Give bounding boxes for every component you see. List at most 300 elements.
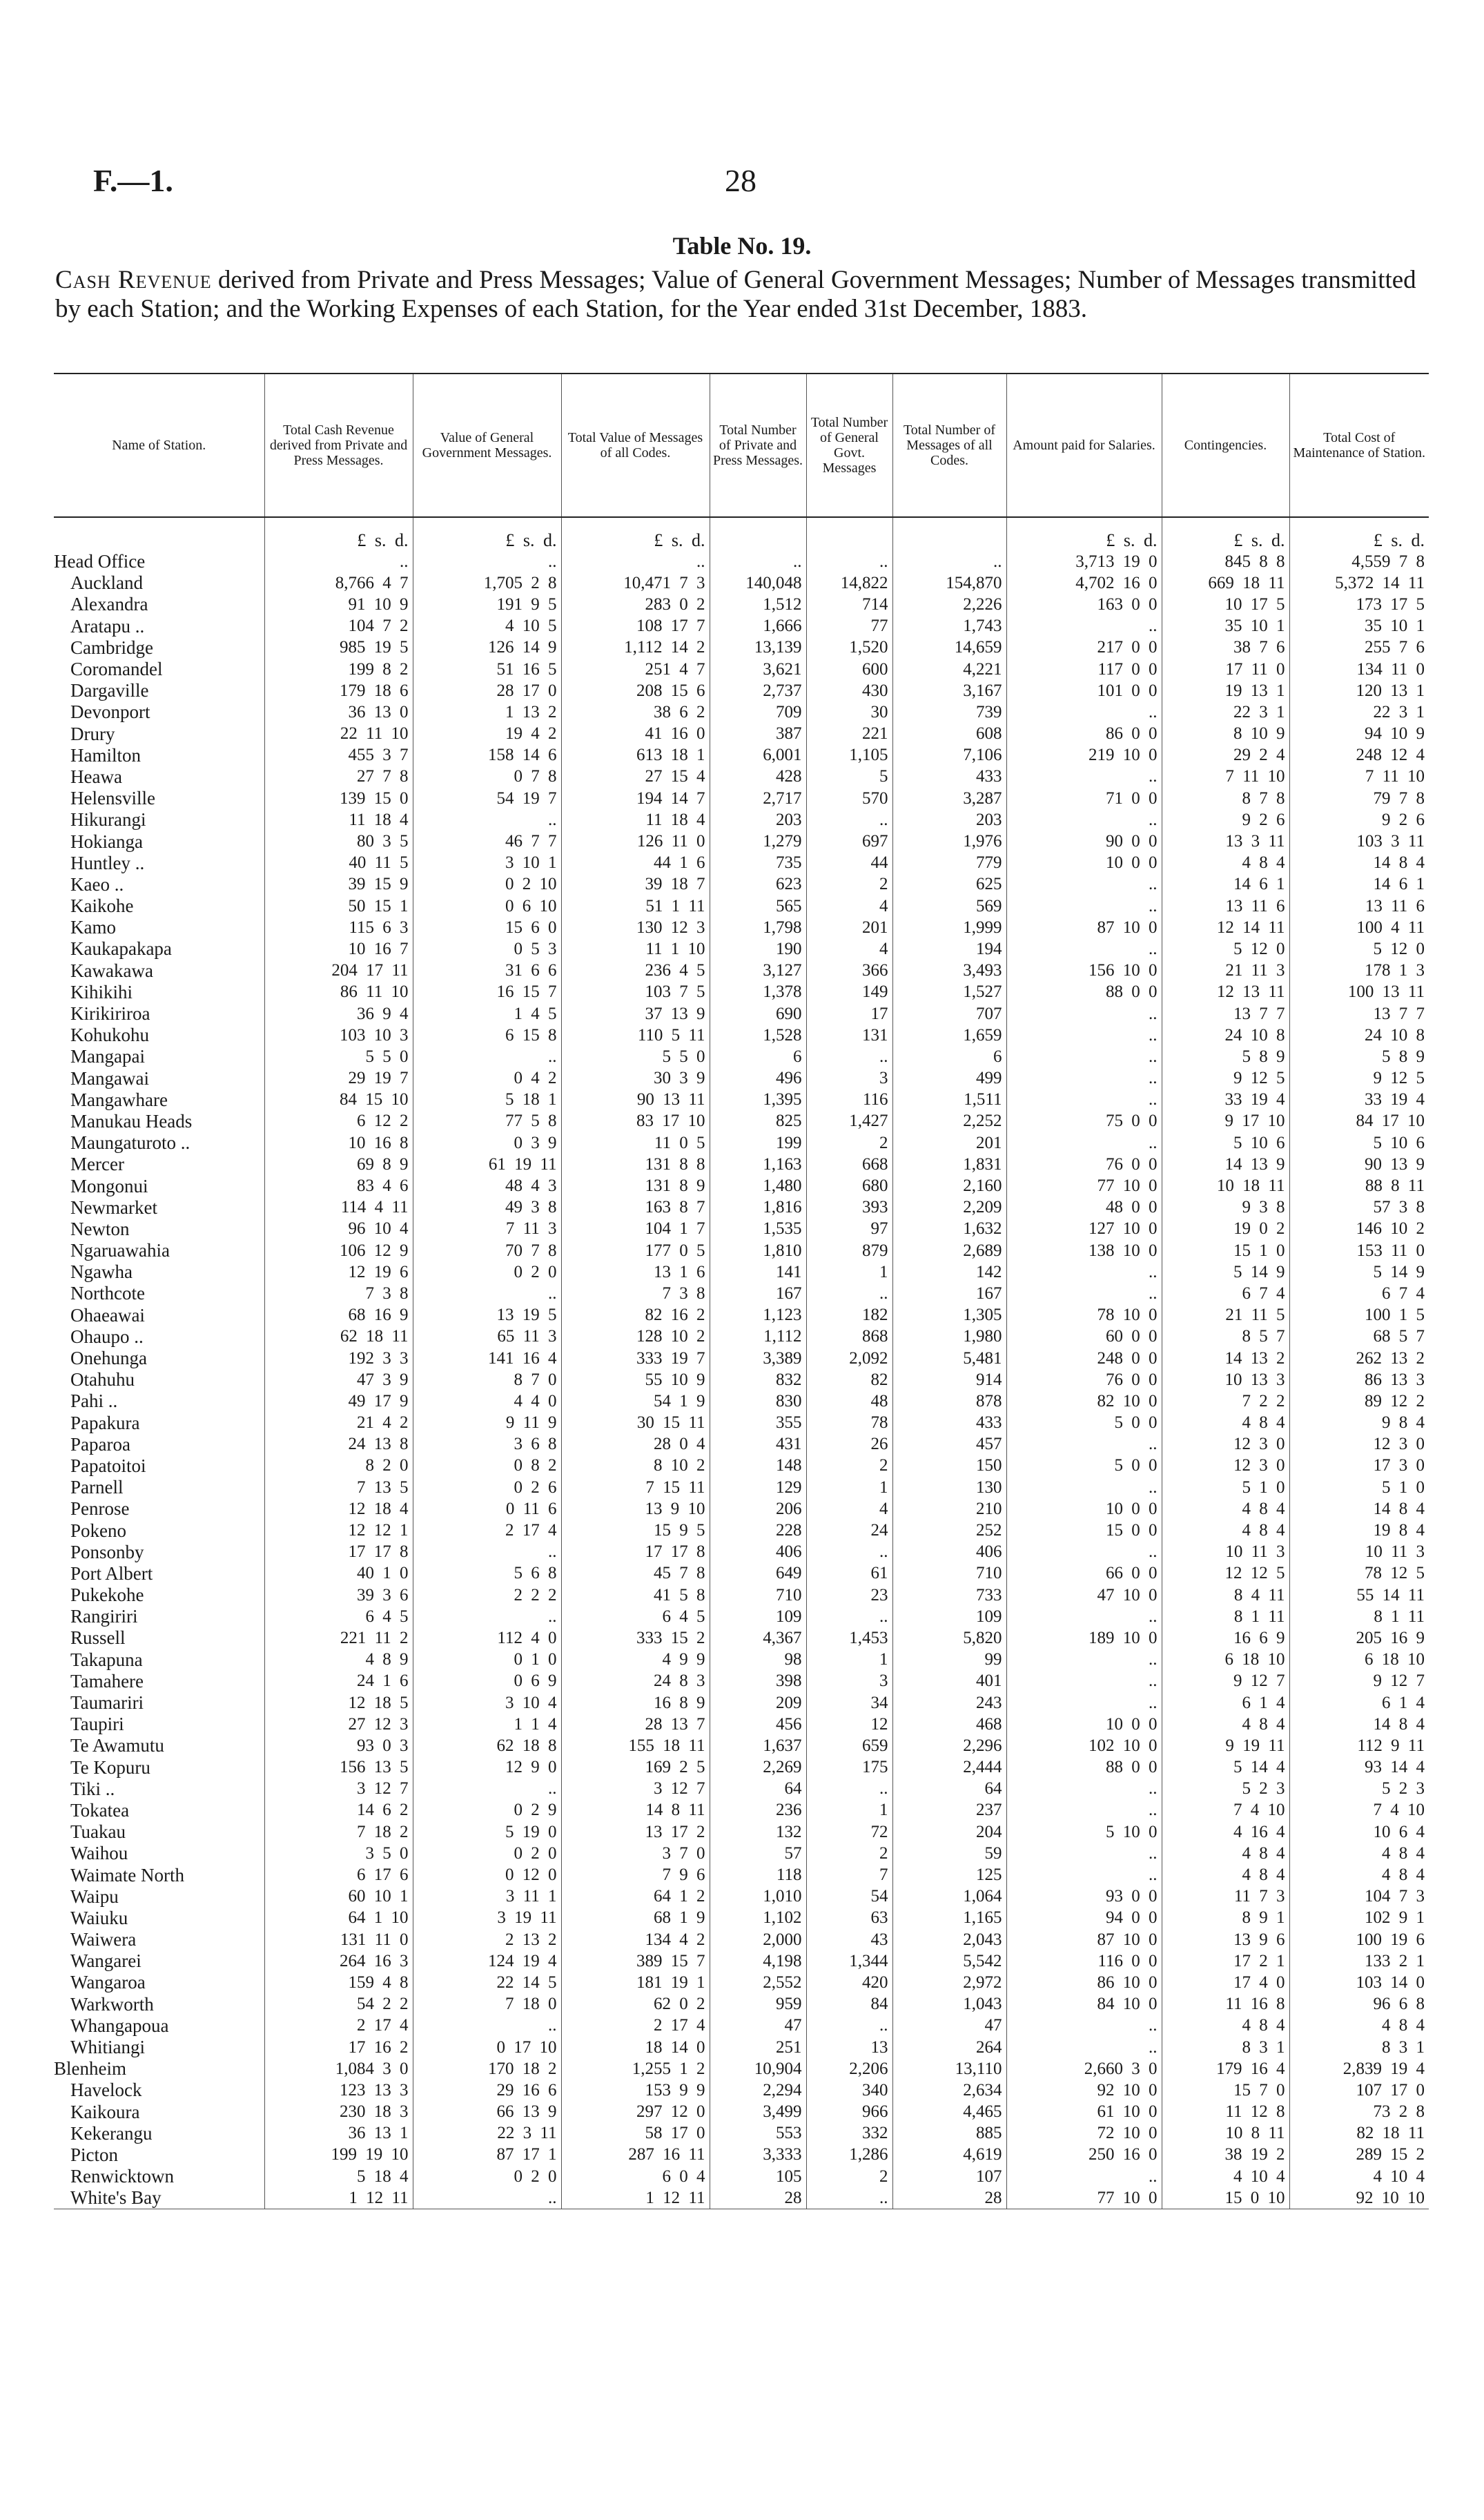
table-title: Table No. 19. <box>672 232 812 260</box>
table-cell: 428 <box>710 766 806 788</box>
table-row <box>54 1972 1429 1993</box>
table-cell: .. <box>1006 701 1162 723</box>
table-row <box>54 1305 1429 1326</box>
table-cell: 100 19 6 <box>1289 1929 1429 1950</box>
table-cell: 205 16 9 <box>1289 1627 1429 1649</box>
table-cell: 167 <box>710 1283 806 1304</box>
table-cell: .. <box>1006 895 1162 917</box>
table-cell: 15 7 0 <box>1162 2080 1289 2101</box>
table-cell: .. <box>1006 1046 1162 1067</box>
table-cell: 2,209 <box>892 1197 1006 1219</box>
table-cell: 131 8 9 <box>561 1175 710 1196</box>
station-name: Parnell <box>70 1477 124 1498</box>
station-name: Kaikoura <box>70 2101 140 2122</box>
station-name: Helensville <box>70 788 155 809</box>
table-cell: 1 <box>806 1477 892 1498</box>
table-cell: 1 12 11 <box>264 2187 413 2209</box>
table-cell: 78 12 5 <box>1289 1563 1429 1584</box>
table-row <box>54 1671 1429 1692</box>
table-cell: 393 <box>806 1197 892 1219</box>
col-header-govt-value: Value of General Government Messages. <box>413 374 561 517</box>
table-cell: 2 <box>806 1843 892 1864</box>
table-cell: 87 10 0 <box>1006 917 1162 938</box>
table-cell: 63 <box>806 1908 892 1929</box>
table-cell: 104 1 7 <box>561 1219 710 1240</box>
station-name: Maungaturoto .. <box>70 1132 191 1154</box>
table-cell: 90 0 0 <box>1006 831 1162 852</box>
table-cell: 191 9 5 <box>413 594 561 615</box>
table-row <box>54 2058 1429 2080</box>
table-cell: 11 1 10 <box>561 938 710 960</box>
table-cell: 1,980 <box>892 1326 1006 1348</box>
table-cell: 28 <box>710 2187 806 2209</box>
table-cell: 208 15 6 <box>561 680 710 701</box>
table-cell: 13 3 11 <box>1162 831 1289 852</box>
table-cell: 36 13 1 <box>264 2123 413 2144</box>
table-cell: .. <box>413 2187 561 2209</box>
table-cell: 204 <box>892 1821 1006 1843</box>
table-cell: .. <box>1006 766 1162 788</box>
table-cell: 406 <box>892 1542 1006 1563</box>
table-cell: 103 10 3 <box>264 1025 413 1046</box>
table-row <box>54 572 1429 594</box>
table-cell: 1,976 <box>892 831 1006 852</box>
table-cell: 7 4 10 <box>1289 1800 1429 1821</box>
station-name: Waiwera <box>70 1929 137 1950</box>
table-cell: 0 4 2 <box>413 1068 561 1089</box>
table-cell: 12 9 0 <box>413 1757 561 1778</box>
table-cell: 9 3 8 <box>1162 1197 1289 1219</box>
table-cell: 625 <box>892 874 1006 895</box>
table-cell: 34 <box>806 1692 892 1714</box>
table-cell: 1 4 5 <box>413 1003 561 1025</box>
table-cell: .. <box>1006 1003 1162 1025</box>
table-cell: 29 19 7 <box>264 1068 413 1089</box>
table-cell: 4 <box>806 938 892 960</box>
table-cell: 47 <box>892 2015 1006 2037</box>
table-cell: .. <box>413 809 561 831</box>
table-cell: 12 18 4 <box>264 1498 413 1520</box>
table-cell: 1,527 <box>892 982 1006 1003</box>
table-cell: 4 8 4 <box>1162 1413 1289 1434</box>
table-cell: 2,000 <box>710 1929 806 1950</box>
table-cell: 0 2 9 <box>413 1800 561 1821</box>
table-cell: 966 <box>806 2102 892 2123</box>
table-cell: 23 <box>806 1584 892 1606</box>
station-name: Tokatea <box>70 1799 130 1821</box>
table-cell: 104 7 2 <box>264 616 413 637</box>
table-cell: 7 11 3 <box>413 1219 561 1240</box>
table-cell: 8 2 0 <box>264 1455 413 1477</box>
table-cell: 17 16 2 <box>264 2037 413 2058</box>
table-cell: 82 <box>806 1369 892 1390</box>
table-cell: 77 <box>806 616 892 637</box>
table-cell: 170 18 2 <box>413 2058 561 2080</box>
table-cell: 92 10 10 <box>1289 2187 1429 2209</box>
table-cell: 10 6 4 <box>1289 1821 1429 1843</box>
table-cell: .. <box>1006 874 1162 895</box>
table-cell: .. <box>806 809 892 831</box>
table-cell: .. <box>1006 1649 1162 1671</box>
units-row <box>54 517 1429 551</box>
table-cell: 131 11 0 <box>264 1929 413 1950</box>
table-cell: 2 13 2 <box>413 1929 561 1950</box>
station-name: Tamahere <box>70 1670 144 1692</box>
table-row <box>54 1542 1429 1563</box>
table-cell: 3,389 <box>710 1348 806 1369</box>
table-row <box>54 1821 1429 1843</box>
table-row <box>54 1778 1429 1800</box>
table-cell: 3,167 <box>892 680 1006 701</box>
table-cell: .. <box>1006 616 1162 637</box>
table-cell: 140,048 <box>710 572 806 594</box>
table-cell: 4 8 4 <box>1289 1864 1429 1886</box>
table-cell: 134 4 2 <box>561 1929 710 1950</box>
station-name: Otahuhu <box>70 1369 135 1390</box>
table-cell: 333 19 7 <box>561 1348 710 1369</box>
table-cell: 22 3 1 <box>1289 701 1429 723</box>
station-name: Mercer <box>70 1154 124 1175</box>
table-cell: 985 19 5 <box>264 637 413 659</box>
table-cell: 2 2 2 <box>413 1584 561 1606</box>
table-cell: 1,632 <box>892 1219 1006 1240</box>
table-cell: 102 10 0 <box>1006 1735 1162 1756</box>
table-cell: 8 1 11 <box>1289 1606 1429 1627</box>
table-cell: 649 <box>710 1563 806 1584</box>
table-cell: 457 <box>892 1434 1006 1455</box>
table-cell: 6 18 10 <box>1289 1649 1429 1671</box>
table-cell: 1,999 <box>892 917 1006 938</box>
table-cell: 175 <box>806 1757 892 1778</box>
table-cell: 669 18 11 <box>1162 572 1289 594</box>
table-cell: 4 8 9 <box>264 1649 413 1671</box>
table-cell: 7 11 10 <box>1162 766 1289 788</box>
table-cell: 84 <box>806 1994 892 2015</box>
station-name: Picton <box>70 2144 119 2165</box>
station-name: Havelock <box>70 2080 142 2101</box>
table-cell: 102 9 1 <box>1289 1908 1429 1929</box>
table-cell: 570 <box>806 788 892 809</box>
table-cell: 146 10 2 <box>1289 1219 1429 1240</box>
table-cell: 10 18 11 <box>1162 1175 1289 1196</box>
table-cell: 96 6 8 <box>1289 1994 1429 2015</box>
table-cell: .. <box>1006 2166 1162 2187</box>
table-cell: 15 6 0 <box>413 917 561 938</box>
table-cell: 30 3 9 <box>561 1068 710 1089</box>
table-cell: 76 0 0 <box>1006 1369 1162 1390</box>
table-cell: 236 <box>710 1800 806 1821</box>
table-cell: 150 <box>892 1455 1006 1477</box>
table-cell: 46 7 7 <box>413 831 561 852</box>
table-cell: 69 8 9 <box>264 1154 413 1175</box>
table-cell: 5 10 6 <box>1162 1132 1289 1154</box>
table-cell: 1 <box>806 1649 892 1671</box>
table-row <box>54 1929 1429 1950</box>
table-row <box>54 2187 1429 2209</box>
table-cell: 5 0 0 <box>1006 1455 1162 1477</box>
table-cell: 340 <box>806 2080 892 2101</box>
table-row <box>54 1413 1429 1434</box>
station-name: Mangawai <box>70 1067 149 1089</box>
table-cell: 38 7 6 <box>1162 637 1289 659</box>
table-cell: 169 2 5 <box>561 1757 710 1778</box>
station-name: Hikurangi <box>70 809 146 831</box>
table-row <box>54 2166 1429 2187</box>
table-cell: 203 <box>710 809 806 831</box>
table-cell: 61 <box>806 1563 892 1584</box>
table-row <box>54 1908 1429 1929</box>
table-cell: 103 7 5 <box>561 982 710 1003</box>
table-cell: 4 <box>806 895 892 917</box>
table-row <box>54 853 1429 874</box>
table-cell: 6 15 8 <box>413 1025 561 1046</box>
table-cell: 40 11 5 <box>264 853 413 874</box>
table-cell: 17 2 1 <box>1162 1950 1289 1972</box>
table-cell: 48 <box>806 1390 892 1412</box>
table-cell: .. <box>413 1046 561 1067</box>
table-cell: 134 11 0 <box>1289 659 1429 680</box>
table-cell: 199 8 2 <box>264 659 413 680</box>
table-cell: 99 <box>892 1649 1006 1671</box>
table-cell: 19 8 4 <box>1289 1520 1429 1541</box>
table-cell: 48 4 3 <box>413 1175 561 1196</box>
table-cell: 1 1 4 <box>413 1714 561 1735</box>
table-cell: 24 <box>806 1520 892 1541</box>
table-cell: .. <box>413 1283 561 1304</box>
table-cell: 41 5 8 <box>561 1584 710 1606</box>
table-cell: 15 9 5 <box>561 1520 710 1541</box>
table-row <box>54 831 1429 852</box>
table-cell: 5 5 0 <box>561 1046 710 1067</box>
table-cell: 1,102 <box>710 1908 806 1929</box>
table-cell: 149 <box>806 982 892 1003</box>
table-cell: 37 13 9 <box>561 1003 710 1025</box>
table-cell: 0 6 9 <box>413 1671 561 1692</box>
table-cell: 90 13 11 <box>561 1089 710 1111</box>
table-cell: 92 10 0 <box>1006 2080 1162 2101</box>
table-cell: 68 16 9 <box>264 1305 413 1326</box>
table-cell: 201 <box>806 917 892 938</box>
table-cell: 4 10 5 <box>413 616 561 637</box>
table-cell: 163 0 0 <box>1006 594 1162 615</box>
table-row <box>54 659 1429 680</box>
table-cell: 1,112 <box>710 1326 806 1348</box>
table-cell: 29 16 6 <box>413 2080 561 2101</box>
table-cell: 153 9 9 <box>561 2080 710 2101</box>
table-cell: 456 <box>710 1714 806 1735</box>
station-name: Waiuku <box>70 1907 128 1928</box>
table-cell: 221 11 2 <box>264 1627 413 1649</box>
table-cell: 18 14 0 <box>561 2037 710 2058</box>
station-name: Russell <box>70 1627 126 1649</box>
table-cell: 5 1 0 <box>1289 1477 1429 1498</box>
table-cell: 94 10 9 <box>1289 724 1429 745</box>
table-cell: .. <box>806 1606 892 1627</box>
table-cell: 250 16 0 <box>1006 2144 1162 2166</box>
table-cell: 116 0 0 <box>1006 1950 1162 1972</box>
table-cell: 10 13 3 <box>1162 1369 1289 1390</box>
table-cell: 0 3 9 <box>413 1132 561 1154</box>
table-cell: 47 10 0 <box>1006 1584 1162 1606</box>
table-cell: 194 14 7 <box>561 788 710 809</box>
table-cell: 6,001 <box>710 745 806 766</box>
table-cell: 707 <box>892 1003 1006 1025</box>
table-cell: 4 8 4 <box>1162 1520 1289 1541</box>
table-cell: 97 <box>806 1219 892 1240</box>
table-cell: 10 11 3 <box>1162 1542 1289 1563</box>
table-cell: 710 <box>710 1584 806 1606</box>
table-cell: 36 13 0 <box>264 701 413 723</box>
table-cell: .. <box>413 1778 561 1800</box>
table-cell: 1,427 <box>806 1111 892 1132</box>
table-cell: 2,092 <box>806 1348 892 1369</box>
table-cell: 1 13 2 <box>413 701 561 723</box>
table-caption <box>55 266 1436 324</box>
table-cell: 128 10 2 <box>561 1326 710 1348</box>
table-cell: .. <box>1006 1800 1162 1821</box>
unit-cell <box>806 517 892 551</box>
table-cell: 230 18 3 <box>264 2102 413 2123</box>
table-cell: 8 7 8 <box>1162 788 1289 809</box>
table-row <box>54 616 1429 637</box>
table-row <box>54 1283 1429 1304</box>
table-cell: 2,269 <box>710 1757 806 1778</box>
table-cell: 264 16 3 <box>264 1950 413 1972</box>
table-cell: 1,378 <box>710 982 806 1003</box>
table-cell: 17 11 0 <box>1162 659 1289 680</box>
station-name: Papakura <box>70 1412 140 1433</box>
table-cell: .. <box>1006 1864 1162 1886</box>
table-cell: 156 10 0 <box>1006 960 1162 982</box>
station-name: Port Albert <box>70 1562 153 1584</box>
table-cell: 1,165 <box>892 1908 1006 1929</box>
table-cell: 6 4 5 <box>264 1606 413 1627</box>
table-cell: 22 11 10 <box>264 724 413 745</box>
station-name: Devonport <box>70 701 150 723</box>
table-row <box>54 680 1429 701</box>
table-cell: 5 5 0 <box>264 1046 413 1067</box>
table-cell: 9 19 11 <box>1162 1735 1289 1756</box>
col-header-govt-count: Total Number of General Govt. Messages <box>806 374 892 517</box>
table-cell: 11 16 8 <box>1162 1994 1289 2015</box>
table-row <box>54 1261 1429 1283</box>
table-cell: 178 1 3 <box>1289 960 1429 982</box>
table-cell: 65 11 3 <box>413 1326 561 1348</box>
station-name: Aratapu .. <box>70 615 145 637</box>
table-cell: 55 10 9 <box>561 1369 710 1390</box>
table-cell: 10 16 7 <box>264 938 413 960</box>
table-cell: 13 7 7 <box>1289 1003 1429 1025</box>
table-cell: 3 10 4 <box>413 1692 561 1714</box>
station-name: Kaikohe <box>70 895 134 917</box>
table-cell: 22 3 11 <box>413 2123 561 2144</box>
table-cell: 8 10 2 <box>561 1455 710 1477</box>
table-cell: .. <box>1006 1089 1162 1111</box>
unit-cell <box>54 517 264 551</box>
table-row <box>54 1757 1429 1778</box>
table-cell: 107 17 0 <box>1289 2080 1429 2101</box>
table-row <box>54 1175 1429 1196</box>
table-cell: 11 18 4 <box>561 809 710 831</box>
table-row <box>54 1520 1429 1541</box>
table-cell: 2,043 <box>892 1929 1006 1950</box>
table-cell: 24 8 3 <box>561 1671 710 1692</box>
table-cell: 7 15 11 <box>561 1477 710 1498</box>
table-cell: 0 11 6 <box>413 1498 561 1520</box>
table-cell: 84 10 0 <box>1006 1994 1162 2015</box>
table-cell: 2,294 <box>710 2080 806 2101</box>
table-cell: 830 <box>710 1390 806 1412</box>
table-cell: 868 <box>806 1326 892 1348</box>
table-cell: 1,123 <box>710 1305 806 1326</box>
table-cell: 88 0 0 <box>1006 982 1162 1003</box>
table-cell: 8 1 11 <box>1162 1606 1289 1627</box>
table-cell: 248 12 4 <box>1289 745 1429 766</box>
table-cell: 0 5 3 <box>413 938 561 960</box>
table-cell: 0 7 8 <box>413 766 561 788</box>
table-cell: 6 4 5 <box>561 1606 710 1627</box>
table-cell: 1,816 <box>710 1197 806 1219</box>
table-cell: 1,798 <box>710 917 806 938</box>
table-cell: 11 12 8 <box>1162 2102 1289 2123</box>
table-cell: 9 12 5 <box>1289 1068 1429 1089</box>
table-cell: 4 9 9 <box>561 1649 710 1671</box>
table-row <box>54 1864 1429 1886</box>
table-row <box>54 1498 1429 1520</box>
table-cell: 14 6 1 <box>1289 874 1429 895</box>
table-cell: 3,333 <box>710 2144 806 2166</box>
table-cell: 333 15 2 <box>561 1627 710 1649</box>
table-cell: 77 5 8 <box>413 1111 561 1132</box>
table-cell: 5 8 9 <box>1162 1046 1289 1067</box>
table-cell: .. <box>806 2187 892 2209</box>
table-cell: 1,666 <box>710 616 806 637</box>
table-cell: 283 0 2 <box>561 594 710 615</box>
table-cell: 13 9 6 <box>1162 1929 1289 1950</box>
table-cell: 7 <box>806 1864 892 1886</box>
table-cell: 203 <box>892 809 1006 831</box>
table-cell: 84 15 10 <box>264 1089 413 1111</box>
table-cell: 2,972 <box>892 1972 1006 1993</box>
table-row <box>54 2037 1429 2058</box>
table-cell: 117 0 0 <box>1006 659 1162 680</box>
table-cell: 16 15 7 <box>413 982 561 1003</box>
table-cell: .. <box>1006 1283 1162 1304</box>
table-cell: 885 <box>892 2123 1006 2144</box>
table-cell: 93 0 3 <box>264 1735 413 1756</box>
table-cell: 5 10 6 <box>1289 1132 1429 1154</box>
table-row <box>54 2015 1429 2037</box>
table-cell: 433 <box>892 1413 1006 1434</box>
table-cell: 659 <box>806 1735 892 1756</box>
table-cell: 66 0 0 <box>1006 1563 1162 1584</box>
table-cell: 420 <box>806 1972 892 1993</box>
table-cell: 248 0 0 <box>1006 1348 1162 1369</box>
station-name: Wangarei <box>70 1950 141 1972</box>
station-name: Papatoitoi <box>70 1455 146 1476</box>
table-cell: .. <box>1006 938 1162 960</box>
table-row <box>54 745 1429 766</box>
station-name: Onehunga <box>70 1348 147 1369</box>
table-cell: 26 <box>806 1434 892 1455</box>
table-cell: 3 19 11 <box>413 1908 561 1929</box>
table-row <box>54 637 1429 659</box>
table-cell: 0 6 10 <box>413 895 561 917</box>
table-cell: .. <box>1006 1671 1162 1692</box>
table-cell: 39 18 7 <box>561 874 710 895</box>
table-cell: 27 15 4 <box>561 766 710 788</box>
table-cell: 3,127 <box>710 960 806 982</box>
